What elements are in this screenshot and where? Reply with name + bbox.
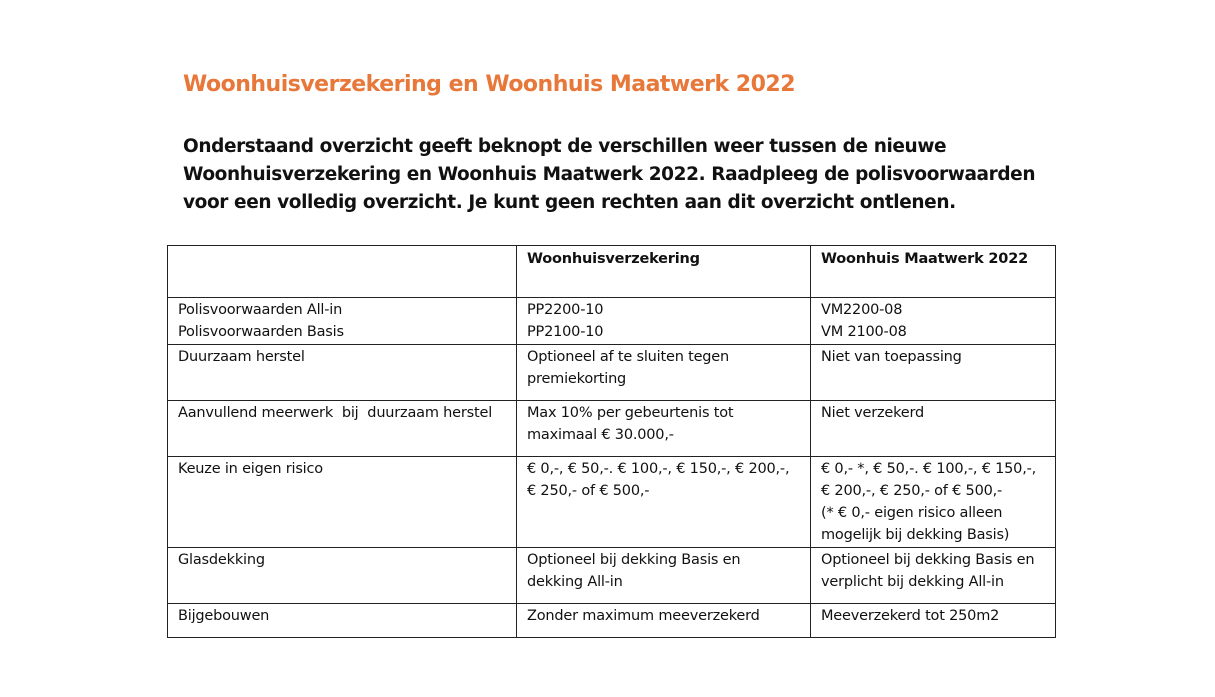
- maatwerk-allin-value: VM2200-08: [821, 302, 903, 318]
- table-row-polisvoorwaarden: [168, 298, 1056, 345]
- maatwerk-cell: [811, 457, 1056, 548]
- table-row-duurzaam-herstel: [168, 345, 1056, 401]
- maatwerk-eigen-risico-options: € 0,- *, € 50,-. € 100,-, € 150,-, € 200,-, € 250,- of € 500,-: [821, 461, 1037, 499]
- row-label-cell: Glasdekking: [168, 548, 517, 604]
- table-row-bijgebouwen: [168, 604, 1056, 638]
- table-header-row: [168, 246, 1056, 298]
- maatwerk-cell: Meeverzekerd tot 250m2: [811, 604, 1056, 638]
- woonhuis-cell: Optioneel bij dekking Basis en dekking All-in: [517, 548, 811, 604]
- maatwerk-cell: [811, 298, 1056, 345]
- header-cell-empty: [168, 246, 517, 298]
- maatwerk-basis-value: VM 2100-08: [821, 324, 907, 340]
- maatwerk-eigen-risico-note: (* € 0,- eigen risico alleen mogelijk bij dekking Basis): [821, 505, 1010, 543]
- page-title: Woonhuisverzekering en Woonhuis Maatwerk 2022: [183, 72, 796, 97]
- maatwerk-cell: Niet van toepassing: [811, 345, 1056, 401]
- row-label-cell: Keuze in eigen risico: [168, 457, 517, 548]
- woonhuis-allin-value: PP2200-10: [527, 302, 604, 318]
- header-cell-woonhuisverzekering: Woonhuisverzekering: [517, 246, 811, 298]
- header-cell-woonhuis-maatwerk: Woonhuis Maatwerk 2022: [811, 246, 1056, 298]
- row-label-cell: Duurzaam herstel: [168, 345, 517, 401]
- maatwerk-cell: Niet verzekerd: [811, 401, 1056, 457]
- row-label-allin: Polisvoorwaarden All-in: [178, 302, 343, 318]
- intro-paragraph: Onderstaand overzicht geeft beknopt de verschillen weer tussen de nieuwe Woonhuisverzekering en Woonhuis Maatwerk 2022. Raadpleeg de polisvoorwaarden voor een volledig overzicht. Je kunt geen rechten aan dit overzicht ontlenen.: [183, 136, 1036, 213]
- table-row-glasdekking: [168, 548, 1056, 604]
- maatwerk-cell: Optioneel bij dekking Basis en verplicht bij dekking All-in: [811, 548, 1056, 604]
- row-label-cell: Bijgebouwen: [168, 604, 517, 638]
- woonhuis-basis-value: PP2100-10: [527, 324, 604, 340]
- table-row-aanvullend-meerwerk: [168, 401, 1056, 457]
- row-label-cell: Aanvullend meerwerk bij duurzaam herstel: [168, 401, 517, 457]
- woonhuis-cell: Zonder maximum meeverzekerd: [517, 604, 811, 638]
- woonhuis-cell: € 0,-, € 50,-. € 100,-, € 150,-, € 200,-, € 250,- of € 500,-: [517, 457, 811, 548]
- row-label-basis: Polisvoorwaarden Basis: [178, 324, 344, 340]
- row-label-cell: [168, 298, 517, 345]
- woonhuis-cell: Optioneel af te sluiten tegen premiekorting: [517, 345, 811, 401]
- table-row-eigen-risico: [168, 457, 1056, 548]
- woonhuis-cell: Max 10% per gebeurtenis tot maximaal € 30.000,-: [517, 401, 811, 457]
- woonhuis-cell: [517, 298, 811, 345]
- comparison-table: [167, 245, 1056, 638]
